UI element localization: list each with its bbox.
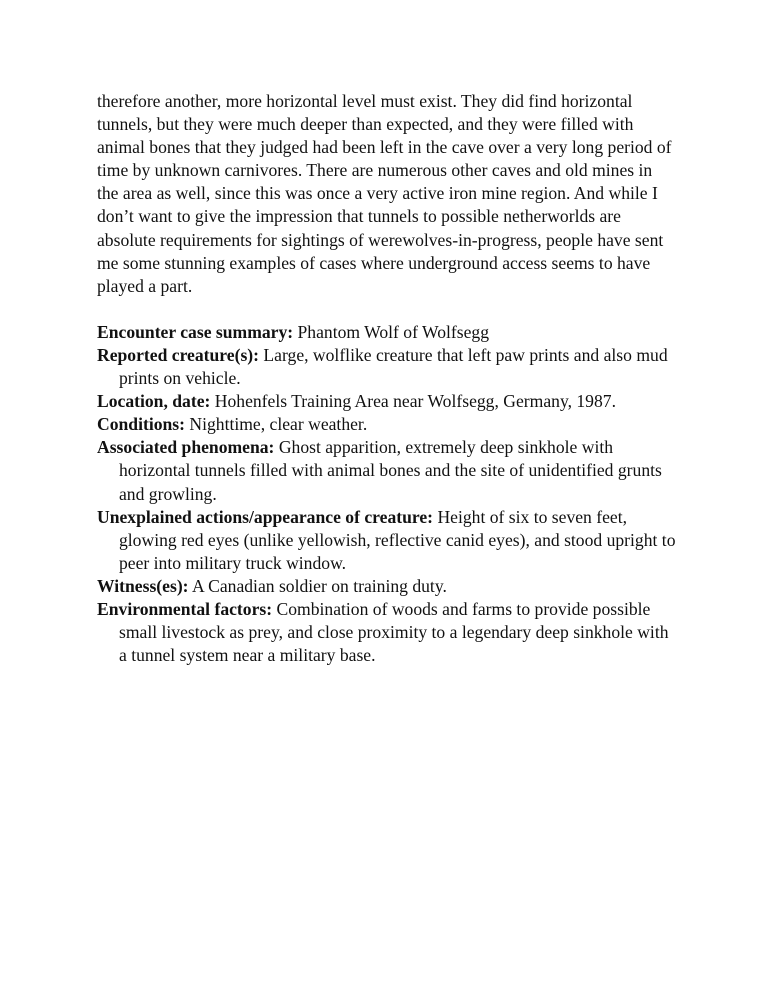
entry-label: Conditions: <box>97 414 185 435</box>
case-entry-creature <box>97 344 677 390</box>
entry-text: Large, wolflike creature that left paw prints and also mud prints on vehicle. <box>119 344 668 389</box>
case-entry-appearance <box>97 506 677 575</box>
case-entry-phenomena <box>97 436 677 505</box>
entry-label: Unexplained actions/appearance of creature: <box>97 506 434 527</box>
entry-label: Location, date: <box>97 391 211 412</box>
entry-text: Nighttime, clear weather. <box>185 414 368 435</box>
case-entry-location <box>97 390 677 413</box>
entry-label: Encounter case summary: <box>97 321 294 342</box>
entry-label: Witness(es): <box>97 575 189 596</box>
entry-text: Phantom Wolf of Wolfsegg <box>293 321 490 342</box>
case-entry-witnesses <box>97 575 677 598</box>
entry-label: Reported creature(s): <box>97 344 260 365</box>
body-paragraph: therefore another, more horizontal level must exist. They did find horizontal tunnels, but they were much deeper than expected, and they were filled with animal bones that they judged had been left in the cave over a very long period of time by unknown carnivores. There are numerous other caves and old mines in the area as well, since this was once a very active iron mine region. And while I don’t want to give the impression that tunnels to possible netherworlds are absolute requirements for sightings of werewolves-in-progress, people have sent me some stunning examples of cases where underground access seems to have played a part. <box>97 91 672 296</box>
entry-text: Hohenfels Training Area near Wolfsegg, Germany, 1987. <box>210 391 616 412</box>
case-entry-title <box>97 321 677 344</box>
entry-text: A Canadian soldier on training duty. <box>188 575 447 596</box>
document-page <box>97 90 677 667</box>
entry-label: Associated phenomena: <box>97 437 275 458</box>
case-summary <box>97 321 677 667</box>
entry-text: Ghost apparition, extremely deep sinkhole with horizontal tunnels filled with animal bones and the site of unidentified grunts and growling. <box>119 437 662 504</box>
entry-text: Combination of woods and farms to provide possible small livestock as prey, and close proximity to a legendary deep sinkhole with a tunnel system near a military base. <box>119 598 669 666</box>
case-entry-environment <box>97 598 677 667</box>
case-entry-conditions <box>97 413 677 436</box>
entry-text: Height of six to seven feet, glowing red eyes (unlike yellowish, reflective canid eyes), and stood upright to peer into military truck window. <box>119 506 676 573</box>
entry-label: Environmental factors: <box>97 598 273 619</box>
